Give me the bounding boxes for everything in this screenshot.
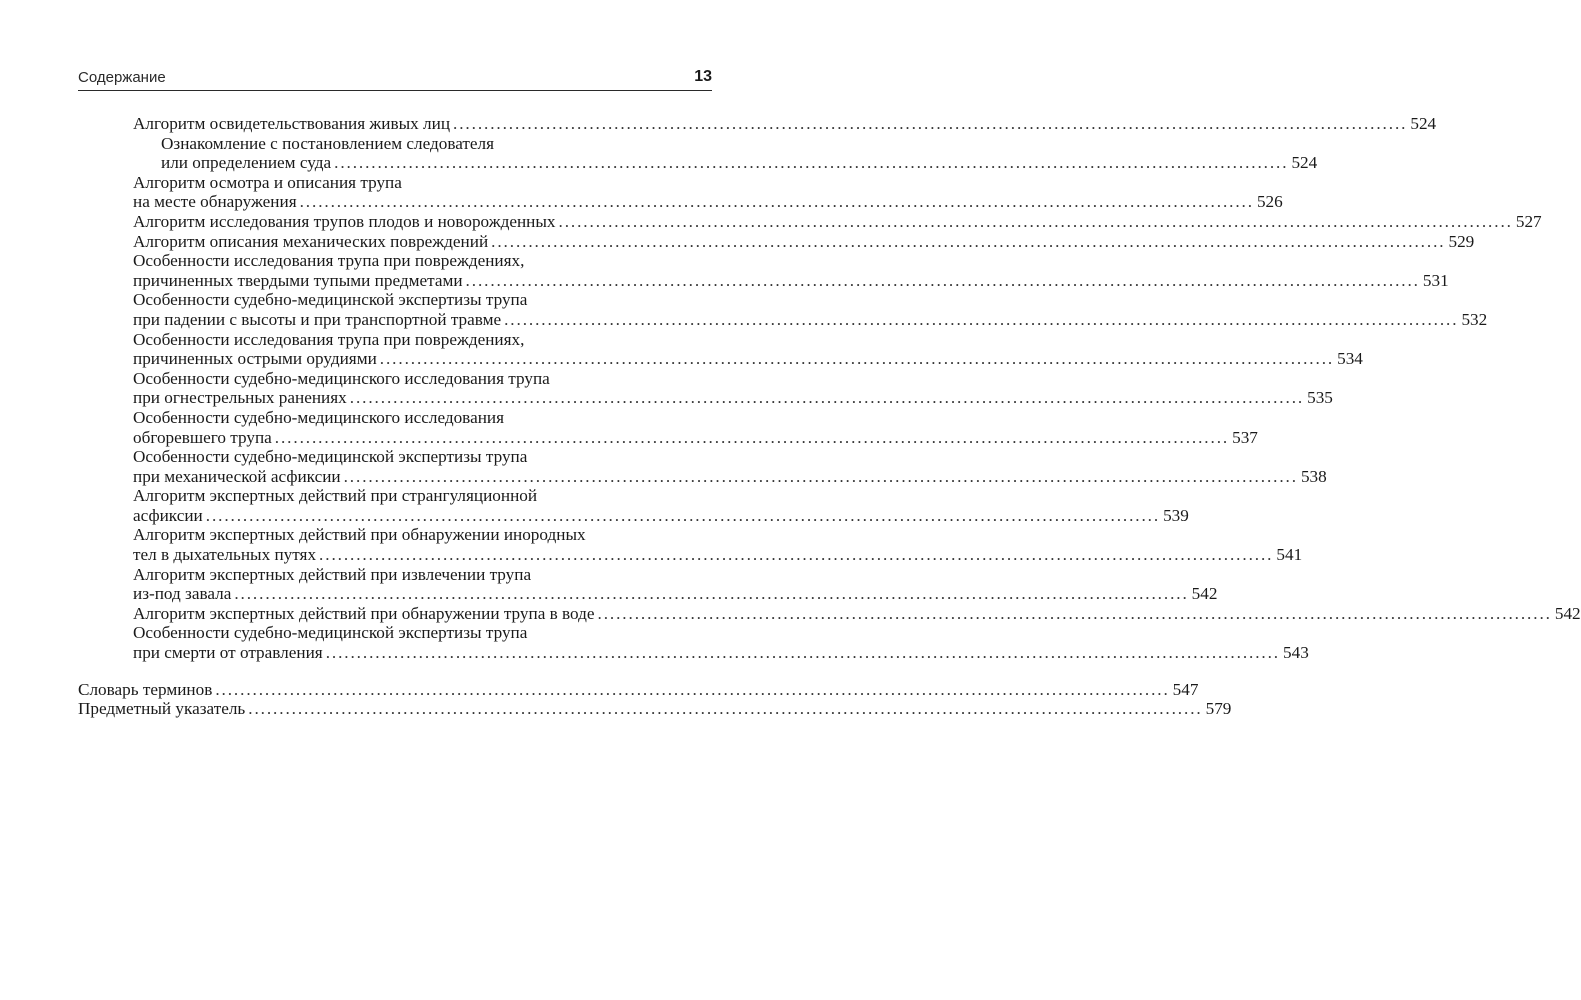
toc-entry[interactable] [78,447,1327,486]
toc-page-number: 532 [1461,309,1488,329]
dot-leader: .......................................................................................................................................................... [334,153,1289,173]
toc-entry-title-cont: обгоревшего трупа [133,427,272,447]
toc-entry-title: Ознакомление с постановлением следователя [161,133,495,153]
toc-entry-title-cont: причиненных твердыми тупыми предметами [133,270,463,290]
toc-page-number: 539 [1163,505,1189,525]
toc-page-number: 526 [1256,192,1283,212]
toc-entry-title: Алгоритм описания механических повреждений [133,231,489,251]
dot-leader: .......................................................................................................................................................... [274,427,1230,447]
toc-entry-title-cont: при падении с высоты и при транспортной травме [133,309,502,329]
toc-entry[interactable] [78,525,1303,565]
toc-entry[interactable] [78,623,1309,663]
page-number: 13 [694,68,712,85]
dot-leader: .......................................................................................................................................................... [299,192,1254,212]
toc-entry-title: Алгоритм экспертных действий при обнаружении трупа в воде [133,603,595,623]
toc-entry[interactable] [78,290,1488,329]
dot-leader: .......................................................................................................................................................... [234,584,1189,604]
dot-leader: .......................................................................................................................................................... [325,643,1281,663]
toc-entry-title-cont: при смерти от отравления [133,643,323,663]
toc-entry-title: Алгоритм экспертных действий при извлечении трупа [133,564,532,584]
dot-leader: .......................................................................................................................................................... [558,211,1513,231]
toc-entry-title: Особенности исследования трупа при повреждениях, [133,251,525,271]
toc-entry-title: Особенности судебно-медицинского исследования [133,407,504,427]
toc-entry-title-cont: асфиксии [133,505,203,525]
toc-entry[interactable] [78,133,1318,173]
toc-page-number: 542 [1191,584,1218,604]
toc-page-number: 531 [1422,270,1449,290]
dot-leader: .......................................................................................................................................................... [205,505,1161,525]
running-title: Содержание [78,69,166,86]
dot-leader: .......................................................................................................................................................... [597,603,1552,623]
dot-leader: .......................................................................................................................................................... [504,309,1459,329]
toc-entry-title-cont: или определением суда [161,153,332,173]
toc-entry[interactable] [78,172,1283,212]
toc-entry-title: Особенности судебно-медицинской экспертизы трупа [133,447,528,467]
toc-entry[interactable] [78,407,1258,447]
toc-page-number: 527 [1515,211,1542,231]
page-header [78,68,712,91]
toc-entry-title: Предметный указатель [78,699,246,719]
toc-entry-title: Алгоритм экспертных действий при обнаружении инородных [133,525,586,545]
toc-page-number: 579 [1205,699,1232,719]
dot-leader: .......................................................................................................................................................... [491,231,1446,251]
toc-entry[interactable] [78,211,1542,232]
dot-leader: .......................................................................................................................................................... [343,466,1298,486]
toc-page-number: 524 [1410,114,1437,133]
toc-page-number: 543 [1283,643,1309,663]
dot-leader: .......................................................................................................................................................... [349,388,1305,408]
toc-entry-title: Алгоритм экспертных действий при странгуляционной [133,486,538,506]
toc-entry-title-cont: на месте обнаружения [133,192,297,212]
toc-entry-title: Особенности судебно-медицинской экспертизы трупа [133,623,528,643]
toc-entry[interactable] [78,114,1437,134]
dot-leader: .......................................................................................................................................................... [379,349,1335,369]
toc-entry-title: Алгоритм исследования трупов плодов и новорожденных [133,211,556,231]
toc-page-number: 542 [1554,603,1581,623]
toc-page-number: 529 [1448,231,1475,251]
dot-leader: .......................................................................................................................................................... [319,545,1274,565]
toc-entry-title: Особенности судебно-медицинской экспертизы трупа [133,290,528,310]
toc-page-number: 537 [1232,427,1258,447]
toc-entry[interactable] [78,329,1363,369]
toc-entry-subject-index[interactable] [78,699,1232,719]
toc-page-number: 535 [1307,388,1333,408]
toc-entry[interactable] [78,368,1333,408]
toc-entry[interactable] [78,603,1581,624]
table-of-contents [78,114,1581,719]
dot-leader: .......................................................................................................................................................... [465,270,1420,290]
toc-page-number: 547 [1172,679,1199,699]
toc-entry[interactable] [78,486,1189,525]
dot-leader: .......................................................................................................................................................... [248,699,1203,719]
toc-entry-title-cont: тел в дыхательных путях [133,545,317,565]
toc-entry-title: Особенности исследования трупа при повреждениях, [133,329,525,349]
toc-entry-title: Словарь терминов [78,679,213,699]
toc-entry-glossary[interactable] [78,679,1199,700]
toc-entry[interactable] [78,251,1449,290]
toc-entry-title: Алгоритм освидетельствования живых лиц [133,114,451,133]
toc-page-number: 538 [1300,466,1327,486]
toc-entry-title: Алгоритм осмотра и описания трупа [133,172,402,192]
toc-entry-title: Особенности судебно-медицинского исследования трупа [133,368,550,388]
toc-entry-title-cont: причиненных острыми орудиями [133,349,377,369]
toc-page-number: 524 [1291,153,1318,173]
toc-entry-title-cont: при огнестрельных ранениях [133,388,347,408]
dot-leader: .......................................................................................................................................................... [215,679,1170,699]
toc-entry[interactable] [78,564,1218,604]
toc-entry-title-cont: из-под завала [133,584,232,604]
dot-leader: .......................................................................................................................................................... [453,114,1408,133]
toc-entry-title-cont: при механической асфиксии [133,466,341,486]
toc-page-number: 534 [1337,349,1363,369]
toc-entry[interactable] [78,231,1475,252]
toc-page-number: 541 [1276,545,1303,565]
